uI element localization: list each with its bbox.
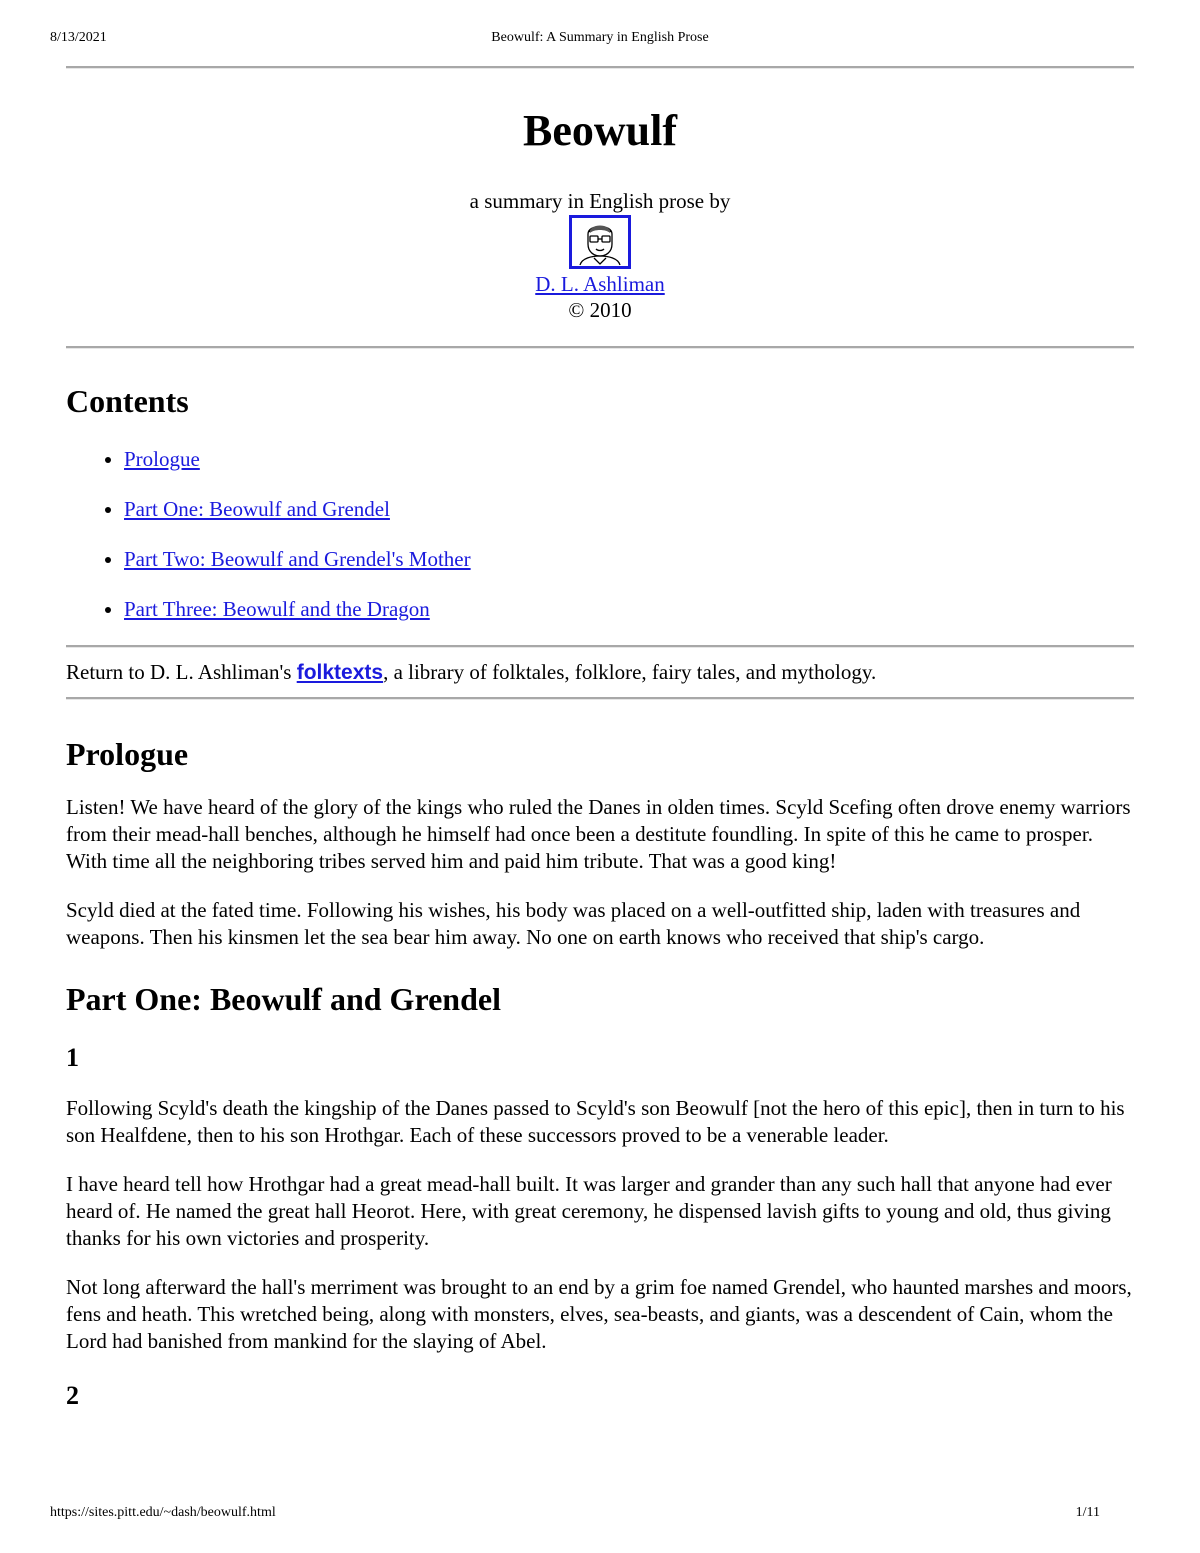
author-portrait-link[interactable] — [569, 215, 631, 269]
paragraph: Following Scyld's death the kingship of the Danes passed to Scyld's son Beowulf [not the hero of this epic], then in turn to his son Healfdene, then to his son Hrothgar. Each of these successors proved to be a venerable leader. — [66, 1096, 1125, 1147]
toc-link-part-one[interactable]: Part One: Beowulf and Grendel — [124, 497, 390, 521]
list-item — [124, 447, 1134, 471]
copyright: © 2010 — [568, 298, 632, 322]
print-date: 8/13/2021 — [50, 30, 107, 45]
list-item — [124, 497, 1134, 521]
toc-link-part-two[interactable]: Part Two: Beowulf and Grendel's Mother — [124, 547, 471, 571]
author-portrait-icon — [572, 218, 628, 266]
paragraph: Not long afterward the hall's merriment was brought to an end by a grim foe named Grendel, who haunted marshes and moors, fens and heath. This wretched being, along with monsters, elves, sea-beasts, and giants, was a descendent of Cain, whom the Lord had banished from mankind for the slaying of Abel. — [66, 1275, 1132, 1353]
paragraph: Listen! We have heard of the glory of the kings who ruled the Danes in olden times. Scyld Scefing often drove enemy warriors from their mead-hall benches, although he himself had once been a destitute foundling. In spite of this he came to prosper. With time all the neighboring tribes served him and paid him tribute. That was a good king! — [66, 795, 1131, 873]
divider — [66, 697, 1134, 700]
toc-link-part-three[interactable]: Part Three: Beowulf and the Dragon — [124, 597, 430, 621]
paragraph: I have heard tell how Hrothgar had a great mead-hall built. It was larger and grander than any such hall that anyone had ever heard of. He named the great hall Heorot. Here, with great ceremony, he dispensed lavish gifts to young and old, thus giving thanks for his own victories and prosperity. — [66, 1172, 1112, 1250]
return-suffix: , a library of folktales, folklore, fairy tales, and mythology. — [383, 660, 877, 684]
contents-heading: Contents — [66, 383, 189, 419]
title-block — [66, 107, 1134, 322]
print-header — [50, 30, 1150, 50]
page-content — [66, 66, 1134, 1411]
list-item — [124, 547, 1134, 571]
print-page-number: 1/11 — [1075, 1505, 1100, 1520]
paragraph: Scyld died at the fated time. Following his wishes, his body was placed on a well-outfitted ship, laden with treasures and weapons. Then his kinsmen let the sea bear him away. No one on earth knows who received that ship's cargo. — [66, 898, 1081, 949]
prologue-heading: Prologue — [66, 736, 189, 772]
list-item — [124, 597, 1134, 621]
print-url: https://sites.pitt.edu/~dash/beowulf.html — [50, 1505, 276, 1520]
folktexts-link[interactable]: folktexts — [296, 661, 384, 684]
contents-list — [66, 447, 1134, 621]
divider — [66, 346, 1134, 349]
author-link[interactable]: D. L. Ashliman — [535, 272, 665, 296]
print-page-title: Beowulf: A Summary in English Prose — [491, 30, 709, 45]
divider — [66, 645, 1134, 648]
return-line — [66, 658, 1134, 687]
byline: a summary in English prose by — [469, 189, 731, 213]
part-one-heading: Part One: Beowulf and Grendel — [66, 981, 501, 1017]
divider — [66, 66, 1134, 69]
toc-link-prologue[interactable]: Prologue — [124, 447, 200, 471]
print-footer — [50, 1505, 1150, 1525]
section-number: 2 — [66, 1381, 79, 1410]
return-prefix: Return to D. L. Ashliman's — [66, 660, 297, 684]
section-number: 1 — [66, 1043, 79, 1072]
page-title: Beowulf — [523, 106, 677, 155]
